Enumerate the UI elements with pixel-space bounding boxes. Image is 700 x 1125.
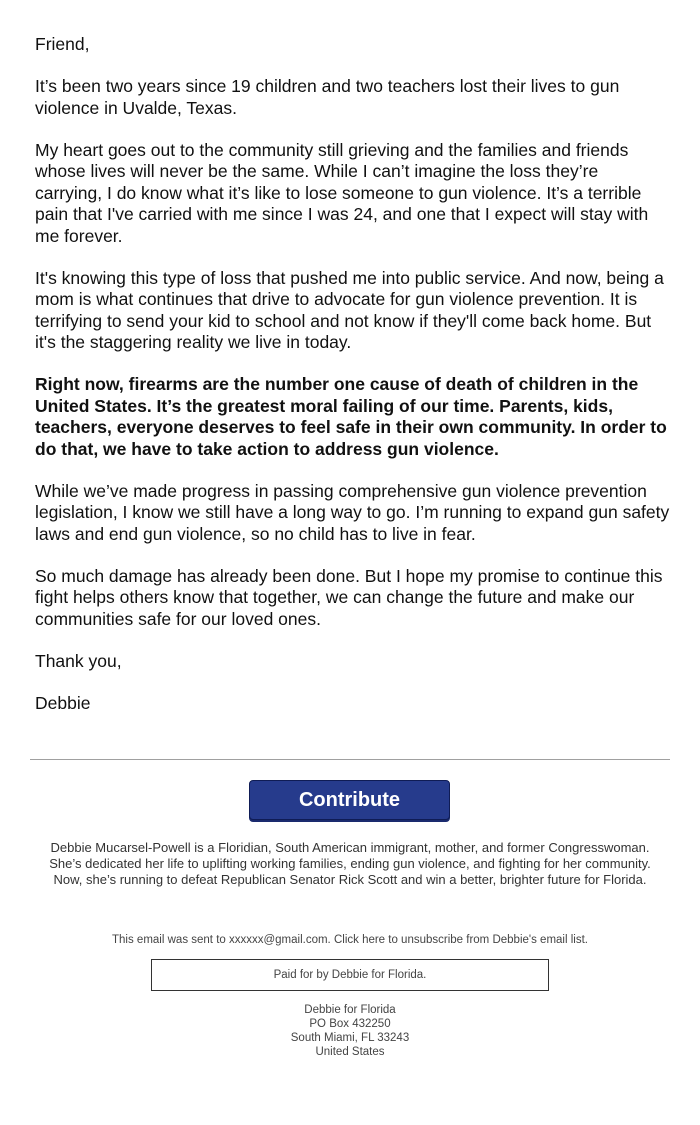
unsubscribe-link[interactable]: Click here to unsubscribe from Debbie's email list.: [333, 934, 588, 946]
address-name: Debbie for Florida: [304, 1004, 396, 1016]
paragraph-public-service: It's knowing this type of loss that pushed me into public service. And now, being a mom is what continues that drive to advocate for gun violence prevention. It is terrifying to send your kid to school and not know if they'll come back home. But it's the staggering reality we live in today.: [35, 267, 664, 352]
address-po-box: PO Box 432250: [309, 1018, 391, 1030]
unsubscribe-line: [30, 933, 670, 947]
contribute-button[interactable]: Contribute: [249, 780, 450, 820]
paragraph-firearms-bold: Right now, firearms are the number one cause of death of children in the United States. It’s the greatest moral failing of our time. Parents, kids, teachers, everyone deserves to feel safe in their own community. In order to do that, we have to take action to address gun violence.: [35, 374, 667, 459]
address-city: South Miami, FL 33243: [290, 1032, 410, 1044]
mailing-address: [200, 1003, 500, 1059]
greeting: Friend,: [35, 34, 90, 54]
paragraph-damage: So much damage has already been done. But I hope my promise to continue this fight helps others know that together, we can change the future and make our communities safe for our loved ones.: [35, 565, 663, 629]
candidate-bio: Debbie Mucarsel-Powell is a Floridian, South American immigrant, mother, and former Congresswoman. She’s dedicated her life to uplifting working families, ending gun violence, and fighting for her community. Now, she’s running to defeat Republican Senator Rick Scott and win a better, brighter future for Florida.: [49, 840, 651, 887]
paragraph-community: My heart goes out to the community still grieving and the families and friends whose lives will never be the same. While I can’t imagine the loss they’re carrying, I do know what it’s like to lose someone to gun violence. It’s a terrible pain that I've carried with me since I was 24, and one that I expect will stay with me forever.: [35, 139, 649, 246]
closing: Thank you,: [35, 650, 122, 671]
address-country: United States: [315, 1046, 385, 1058]
footer-divider: [30, 759, 670, 760]
signature: Debbie: [35, 692, 91, 713]
paragraph-progress: While we’ve made progress in passing comprehensive gun violence prevention legislation, I know we still have a long way to go. I’m running to expand gun safety laws and end gun violence, so no child has to live in fear.: [35, 480, 670, 544]
sent-to-text: This email was sent to xxxxxx@gmail.com.: [112, 934, 334, 946]
paid-for-disclaimer: Paid for by Debbie for Florida.: [151, 959, 549, 991]
paragraph-uvalde: It’s been two years since 19 children and two teachers lost their lives to gun violence in Uvalde, Texas.: [35, 76, 620, 118]
